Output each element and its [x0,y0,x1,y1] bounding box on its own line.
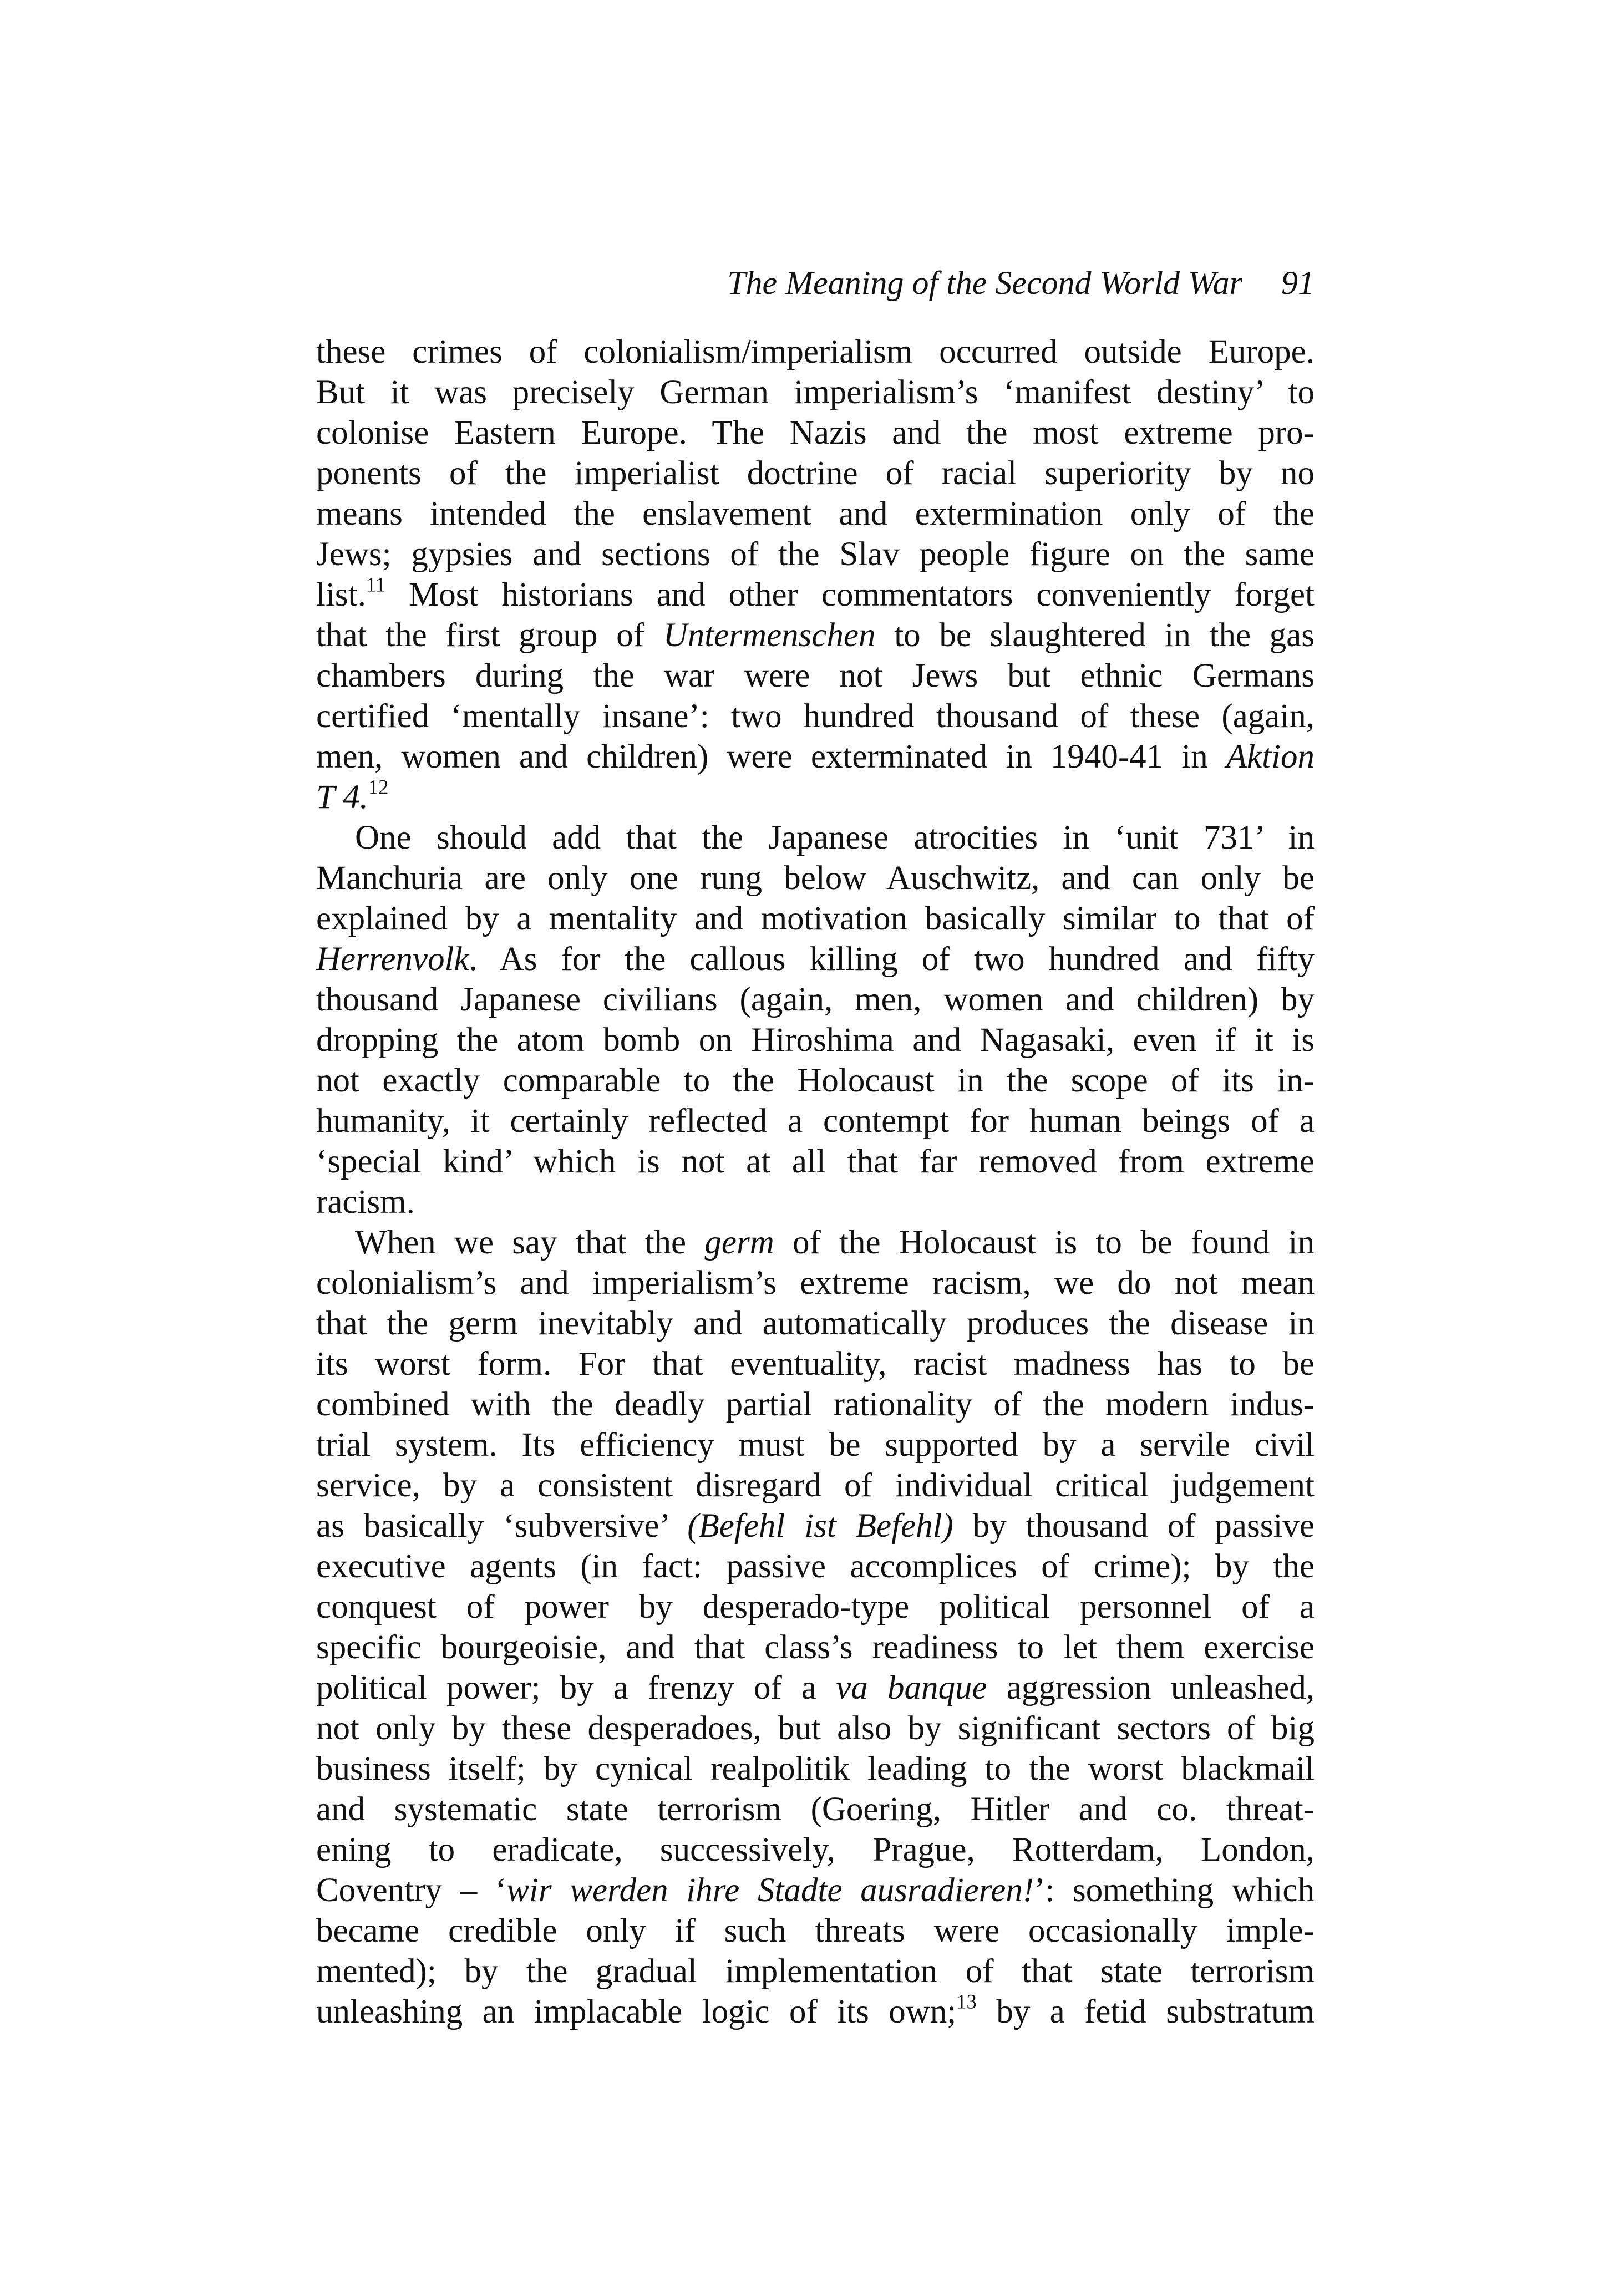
text-line: service, by a consistent disregard of individual critical judgement [316,1467,1315,1504]
text-line: became credible only if such threats were occasionally imple- [316,1912,1315,1949]
text-line: combined with the deadly partial rationality of the modern indus- [316,1386,1315,1423]
text-line: trial system. Its efficiency must be supported by a servile civil [316,1426,1315,1464]
italic-term: Herrenvolk [316,941,469,978]
text-line: not exactly comparable to the Holocaust in the scope of its in- [316,1062,1315,1099]
text-line: ponents of the imperialist doctrine of racial superiority by no [316,455,1315,492]
italic-term: T 4. [316,779,368,816]
text-line: racism. [316,1183,415,1221]
italic-term: Untermenschen [663,617,876,654]
body-text [316,332,1315,2032]
text-line: that the first group of Untermenschen to be slaughtered in the gas [316,617,1315,654]
text-line: Herrenvolk. As for the callous killing of two hundred and fifty [316,941,1315,978]
page-number: 91 [1281,265,1315,301]
text-line: men, women and children) were exterminated in 1940-41 in Aktion [316,738,1315,775]
text-line: ‘special kind’ which is not at all that far removed from extreme [316,1143,1315,1180]
paragraph-start: One should add that the Japanese atrocities in ‘unit 731’ in [355,819,1315,856]
text-line: not only by these desperadoes, but also by significant sectors of big [316,1710,1315,1747]
text-line: chambers during the war were not Jews but ethnic Germans [316,657,1315,694]
paragraph-start: When we say that the germ of the Holocaust is to be found in [355,1224,1315,1261]
text-line: specific bourgeoisie, and that class’s readiness to let them exercise [316,1629,1315,1666]
text-line: these crimes of colonialism/imperialism occurred outside Europe. [316,333,1315,370]
text-line: and systematic state terrorism (Goering, Hitler and co. threat- [316,1791,1315,1828]
text-line: Jews; gypsies and sections of the Slav people figure on the same [316,536,1315,573]
text-line: Coventry – ‘wir werden ihre Stadte ausradieren!’: something which [316,1872,1315,1909]
italic-term: germ [704,1224,774,1261]
running-title: The Meaning of the Second World War [727,265,1242,301]
italic-term: Aktion [1226,738,1315,775]
text-line: means intended the enslavement and extermination only of the [316,495,1315,532]
text-line: certified ‘mentally insane’: two hundred thousand of these (again, [316,698,1315,735]
text-line: But it was precisely German imperialism’s ‘manifest destiny’ to [316,374,1315,411]
footnote-ref-13: 13 [956,1990,977,2013]
italic-term: (Befehl ist Befehl) [687,1507,953,1545]
text-line [316,777,1315,817]
text-line: colonialism’s and imperialism’s extreme racism, we do not mean [316,1264,1315,1302]
text-line: mented); by the gradual implementation of that state terrorism [316,1953,1315,1990]
text-line: its worst form. For that eventuality, racist madness has to be [316,1345,1315,1383]
text-line: explained by a mentality and motivation basically similar to that of [316,900,1315,937]
text-line: list.$^{11}$ Most historians and other commentators conveniently forget [316,573,1315,613]
footnote-ref-11: 11 [366,573,386,596]
text-line: as basically ‘subversive’ (Befehl ist Befehl) by thousand of passive [316,1507,1315,1545]
italic-term: va banque [836,1669,987,1706]
text-line: executive agents (in fact: passive accomplices of crime); by the [316,1548,1315,1585]
text-line: business itself; by cynical realpolitik leading to the worst blackmail [316,1750,1315,1787]
footnote-ref-12: 12 [368,775,389,799]
text-line: political power; by a frenzy of a va banque aggression unleashed, [316,1669,1315,1706]
text-line: unleashing an implacable logic of its own;$^{13}$ by a fetid substratum [316,1990,1315,2030]
text-line: that the germ inevitably and automatically produces the disease in [316,1305,1315,1342]
text-line: Manchuria are only one rung below Auschwitz, and can only be [316,860,1315,897]
text-line: dropping the atom bomb on Hiroshima and Nagasaki, even if it is [316,1022,1315,1059]
text-line: thousand Japanese civilians (again, men, women and children) by [316,981,1315,1018]
text-line: humanity, it certainly reflected a contempt for human beings of a [316,1103,1315,1140]
running-head [316,261,1315,305]
text-line: colonise Eastern Europe. The Nazis and the most extreme pro- [316,414,1315,451]
text-line: conquest of power by desperado-type political personnel of a [316,1588,1315,1625]
text-line: ening to eradicate, successively, Prague, Rotterdam, London, [316,1831,1315,1868]
italic-term: wir werden ihre Stadte ausradieren! [506,1872,1034,1909]
